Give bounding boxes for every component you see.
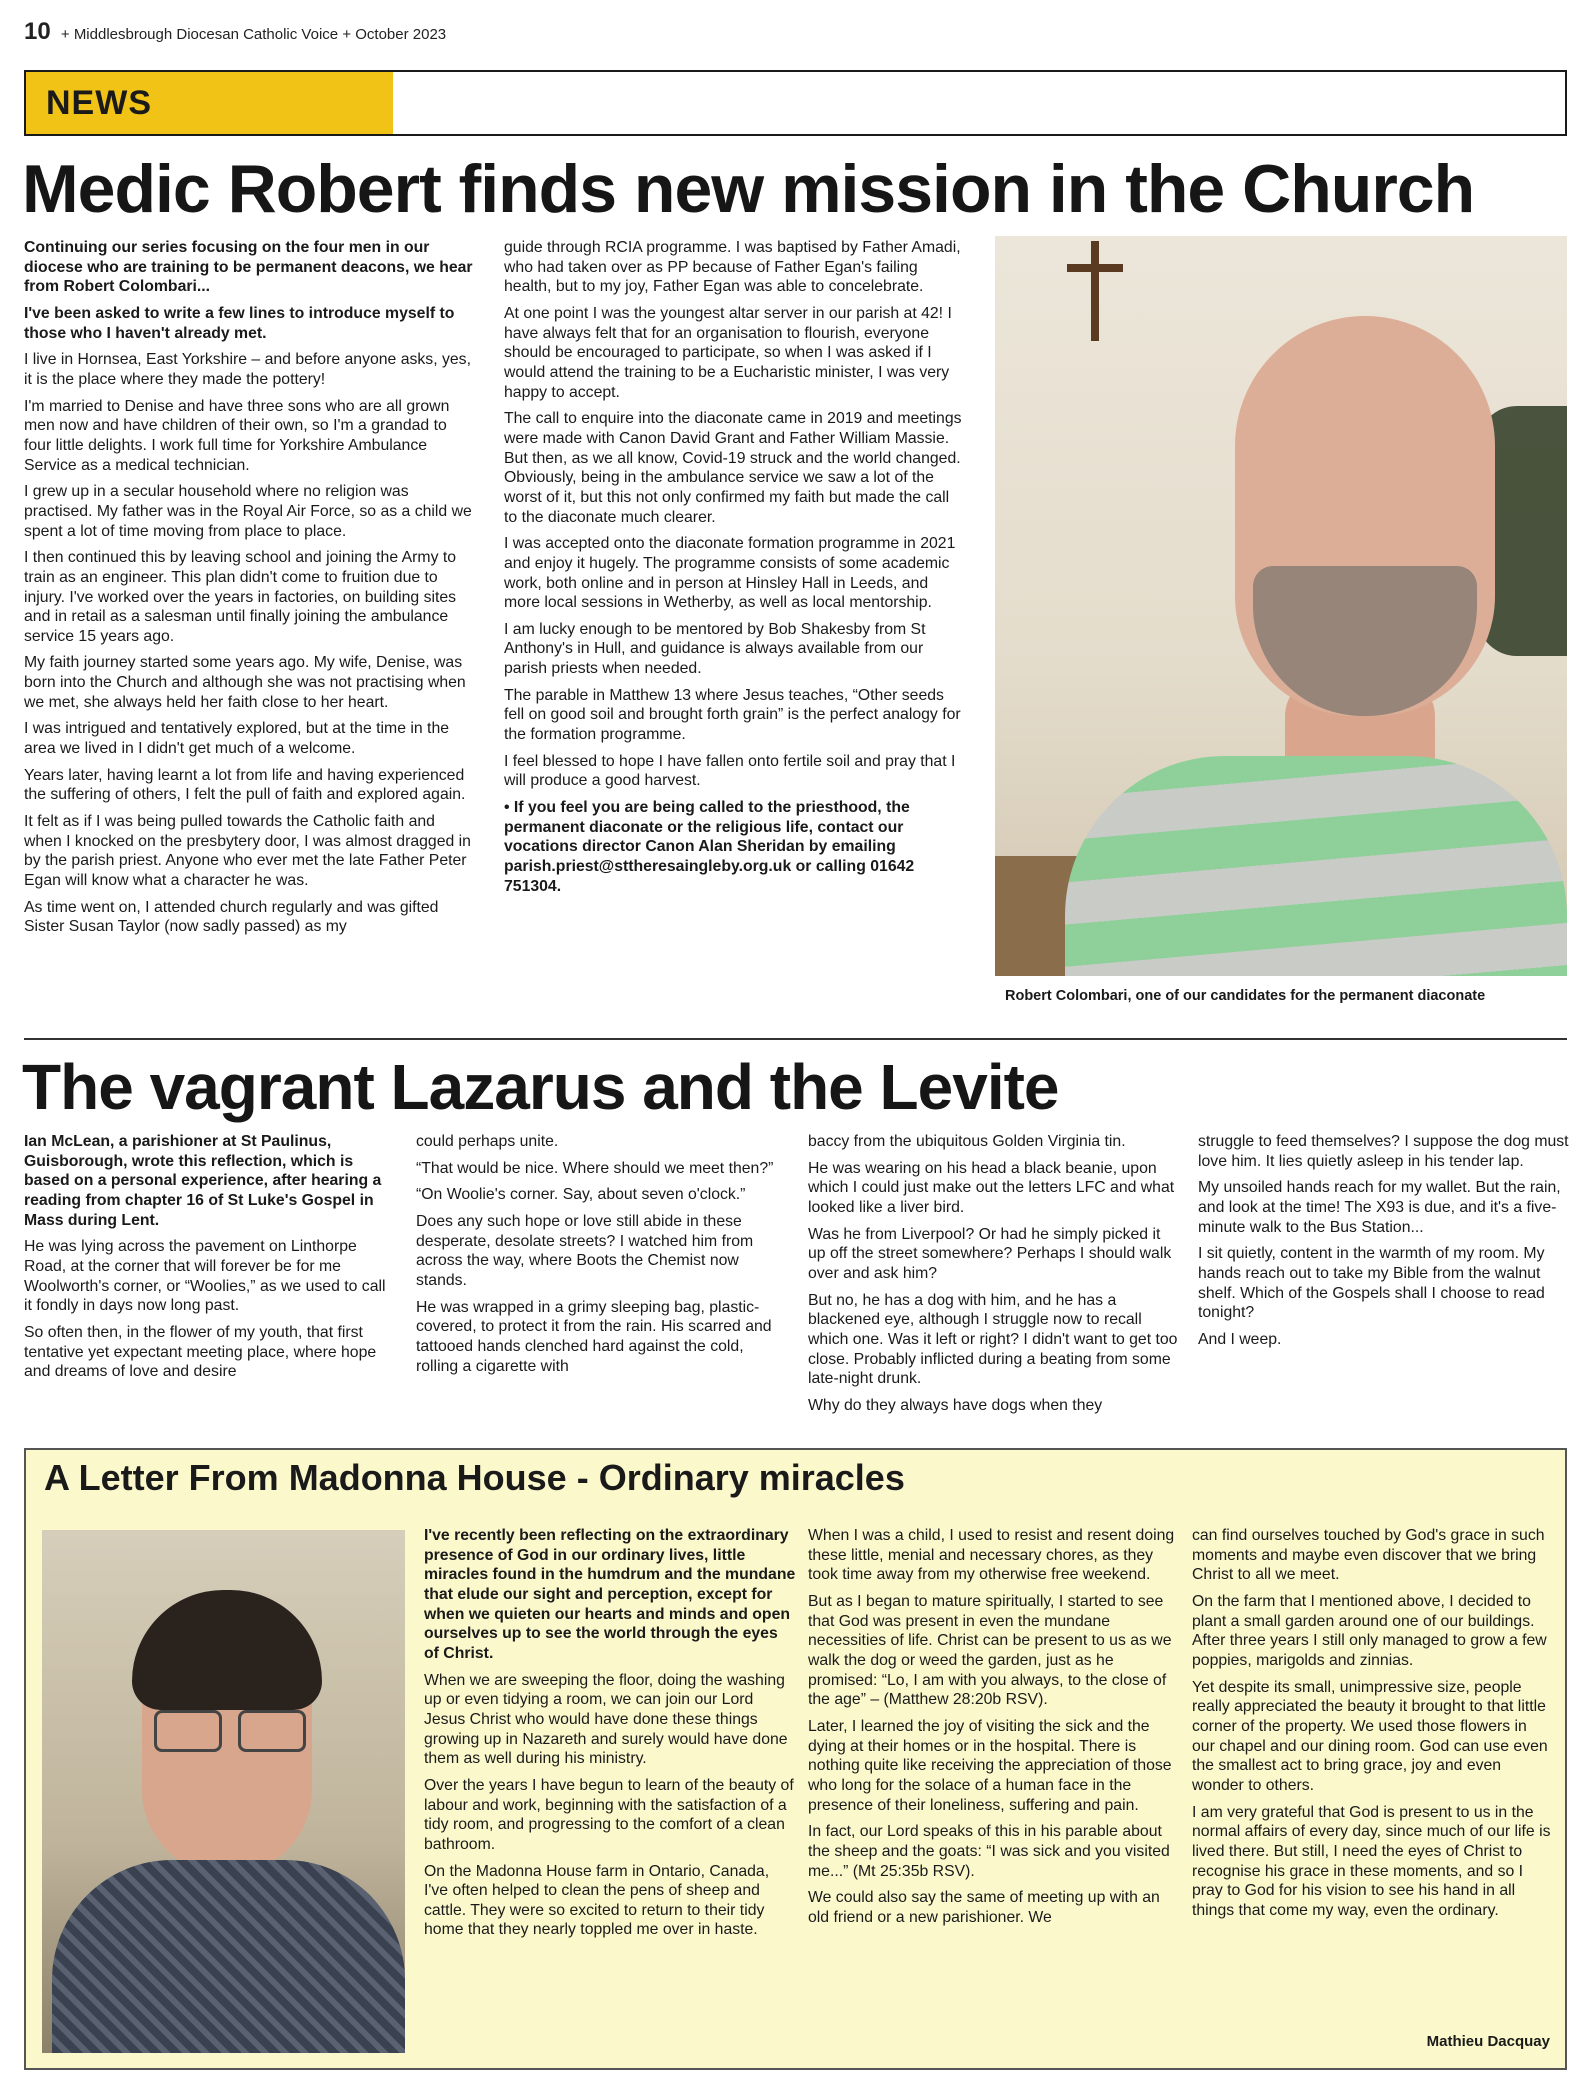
article-paragraph: Years later, having learnt a lot from life and having experienced the suffering of others, I felt the pull of faith and explored again. [24,766,466,804]
article-paragraph: When I was a child, I used to resist and resent doing these little, menial and necessary chores, as they took time away from my otherwise free weekend. [808,1527,1175,1584]
article-paragraph: Continuing our series focusing on the four men in our diocese who are training to be permanent deacons, we hear from Robert Colombari... [24,239,473,296]
article-paragraph: I then continued this by leaving school and joining the Army to train as an engineer. This plan didn't come to fruition due to injury. I've worked over the years in factories, on building sites and in retail as a salesman until finally joining the ambulance service 15 years ago. [24,549,457,645]
article-column [24,238,476,944]
article-column [1198,1132,1570,1357]
article-paragraph: could perhaps unite. [416,1133,559,1150]
glasses-icon [154,1710,222,1752]
article-paragraph: But no, he has a dog with him, and he has a blackened eye, although I struggle now to recall which one. Was it left or right? I didn't want to get too close. Probably inflicted during a beating from some late-night drunk. [808,1291,1178,1388]
article-paragraph: “On Woolie's corner. Say, about seven o'clock.” [416,1186,746,1204]
article-paragraph: On the farm that I mentioned above, I decided to plant a small garden around one of our buildings. After three years I still only managed to grow a few poppies, marigolds and zinnias. [1192,1592,1547,1669]
article-paragraph: Why do they always have dogs when they [808,1396,1103,1414]
article-paragraph: The parable in Matthew 13 where Jesus teaches, “Other seeds fell on good soil and brought forth grain” is the perfect analogy for the formation programme. [504,686,961,744]
article-paragraph: We could also say the same of meeting up with an old friend or a new parishioner. We [808,1889,1160,1926]
article-paragraph: I am lucky enough to be mentored by Bob Shakesby from St Anthony's in Hull, and guidance is always available from our parish priests when needed. [504,620,926,678]
issue-date: October 2023 [355,26,447,43]
article-paragraph: I've recently been reflecting on the extraordinary presence of God in our ordinary lives, little miracles found in the humdrum and the mundane that elude our sight and perception, except for when we quieten our hearts and minds and open ourselves up to see the world through the eyes of Christ. [424,1527,796,1662]
article-paragraph: I sit quietly, content in the warmth of my room. My hands reach out to take my Bible from the walnut shelf. Which of the Gospels shall I choose to read tonight? [1198,1245,1545,1322]
article-column [424,1526,796,1947]
article-paragraph: As time went on, I attended church regularly and was gifted Sister Susan Taylor (now sadly passed) as my [24,898,439,936]
running-head [24,18,446,46]
article-paragraph: baccy from the ubiquitous Golden Virginia tin. [808,1133,1126,1150]
article-paragraph: He was lying across the pavement on Linthorpe Road, at the corner that will forever be for me Woolworth's corner, or “Woolies,” as we used to call it fondly in days now long past. [24,1238,386,1315]
article-paragraph: It felt as if I was being pulled towards the Catholic faith and when I knocked on the presbytery door, I was almost dragged in by the parish priest. Anyone who ever met the late Father Peter Egan will know what a character he was. [24,813,471,890]
article-paragraph: When we are sweeping the floor, doing the washing up or even tidying a room, we can join our Lord Jesus Christ who would have done these things growing up in Nazareth and surely would have done them as well during his ministry. [424,1671,788,1768]
portrait-photo [995,236,1567,1016]
article-column [808,1526,1180,1934]
article-headline: Medic Robert finds new mission in the Church [22,151,1475,227]
separator: + [60,26,70,43]
article-paragraph: I'm married to Denise and have three sons who are all grown men now and have children of their own, so I'm a grandad to four little delights. I work full time for Yorkshire Ambulance Service as a medical technician. [24,397,450,474]
article-paragraph: I grew up in a secular household where no religion was practised. My father was in the Royal Air Force, so as a child we spent a lot of time moving from place to place. [24,483,472,540]
separator: + [342,26,352,43]
article-paragraph: “That would be nice. Where should we meet then?” [416,1159,774,1177]
article-paragraph: My unsoiled hands reach for my wallet. But the rain, and look at the time! The X93 is due, and it's a five-minute walk to the Bus Station... [1198,1179,1561,1236]
article-paragraph: I was accepted onto the diaconate formation programme in 2021 and enjoy it hugely. The programme consists of some academic work, both online and in person at Hinsley Hall in Leeds, and more local sessions in Wetherby, as well as local mentorship. [504,535,956,612]
article-paragraph: Does any such hope or love still abide in these desperate, desolate streets? I watched him from across the way, where Boots the Chemist now stands. [416,1212,754,1289]
article-paragraph: He was wearing on his head a black beanie, upon which I could just make out the letters LFC and what looked like a liver bird. [808,1159,1175,1216]
article-paragraph: In fact, our Lord speaks of this in his parable about the sheep and the goats: “I was sick and you visited me...” (Mt 25:35b RSV). [808,1823,1170,1880]
letter-title-main: A Letter From Madonna House [44,1457,567,1498]
article-paragraph: Ian McLean, a parishioner at St Paulinus, Guisborough, wrote this reflection, which is based on a personal experience, after hearing a reading from chapter 16 of St Luke's Gospel in Mass during Lent. [24,1133,382,1229]
article-paragraph: Later, I learned the joy of visiting the sick and the dying at their homes or in the hospital. There is nothing quite like receiving the appreciation of those who long for the solace of a human face in the presence of their loneliness, suffering and pain. [808,1717,1172,1814]
article-paragraph: I feel blessed to hope I have fallen onto fertile soil and pray that I will produce a good harvest. [504,752,956,790]
article-paragraph: But as I began to mature spiritually, I started to see that God was present in even the mundane necessities of life. Christ can be present to us as we walk the dog or weed the garden, just as he promised: “Lo, I am with you always, to the close of the age” – (Matthew 28:20b RSV). [808,1592,1172,1709]
letter-subtitle: - Ordinary miracles [566,1457,905,1498]
article-paragraph: I've been asked to write a few lines to introduce myself to those who I haven't already met. [24,304,455,342]
article-paragraph: Over the years I have begun to learn of the beauty of labour and work, beginning with the satisfaction of a tidy room, and progressing to the comfort of a clean bathroom. [424,1776,794,1853]
author-photo [42,1530,405,2053]
author-signature: Mathieu Dacquay [1426,2033,1550,2050]
article-paragraph: I am very grateful that God is present to us in the normal affairs of every day, since much of our life is lived there. But still, I need the eyes of Christ to recognise his grace in these moments, and so I pray to God for his vision to see his hand in all things that come my way, even the ordinary. [1192,1803,1551,1919]
section-tab [26,72,393,134]
vocations-contact: • If you feel you are being called to the priesthood, the permanent diaconate or the religious life, contact our vocations director Canon Alan Sheridan by emailing parish.priest@sttheresaingleby.org.uk or calling 01642 751304. [504,799,915,895]
article-paragraph: guide through RCIA programme. I was baptised by Father Amadi, who had taken over as PP because of Father Egan's failing health, but to my joy, Father Egan was able to concelebrate. [504,239,961,296]
article-column [24,1132,396,1389]
section-bar [24,70,1567,136]
article-paragraph: I live in Hornsea, East Yorkshire – and before anyone asks, yes, it is the place where they made the pottery! [24,351,471,388]
article-paragraph: I was intrigued and tentatively explored, but at the time in the area we lived in I didn't get much of a welcome. [24,720,450,758]
article-paragraph: He was wrapped in a grimy sleeping bag, plastic-covered, to protect it from the rain. His scarred and tattooed hands clenched hard against the cold, rolling a cigarette with [416,1298,772,1375]
article-headline: The vagrant Lazarus and the Levite [22,1051,1059,1123]
letter-title [44,1457,905,1499]
article-column [416,1132,788,1383]
article-column [808,1132,1180,1423]
article-paragraph: At one point I was the youngest altar server in our parish at 42! I have always felt that for an organisation to flourish, everyone should be encouraged to participate, so when I was asked if I would attend the training to be a Eucharistic minister, I was very happy to accept. [504,304,952,401]
article-paragraph: struggle to feed themselves? I suppose the dog must love him. It lies quietly asleep in his tender lap. [1198,1133,1569,1170]
publication-name: Middlesbrough Diocesan Catholic Voice [73,26,339,43]
crucifix-icon [1091,241,1099,341]
article-paragraph: The call to enquire into the diaconate came in 2019 and meetings were made with Canon David Grant and Father William Massie. But then, as we all know, Covid-19 struck and the world changed. Obviously, being in the ambulance service we saw a lot of the worst of it, but this not only confirmed my faith but made the call to the diaconate much clearer. [504,410,962,526]
article-paragraph: So often then, in the flower of my youth, that first tentative yet expectant meeting place, where hope and dreams of love and desire [24,1323,377,1381]
article-paragraph: My faith journey started some years ago. My wife, Denise, was born into the Church and although she was not practising when we met, she always held her faith close to her heart. [24,654,466,711]
section-label: NEWS [46,84,152,122]
article-paragraph: And I weep. [1198,1330,1282,1348]
article-paragraph: Was he from Liverpool? Or had he simply picked it up off the street somewhere? Perhaps I should walk over and ask him? [808,1225,1172,1282]
article-paragraph: Yet despite its small, unimpressive size, people really appreciated the beauty it brought to that little corner of the property. We used those flowers in our chapel and our dining room. God can use even the smallest act to bring grace, joy and even wonder to others. [1192,1678,1548,1794]
divider [24,1038,1567,1040]
page-number: 10 [24,18,51,45]
photo-caption: Robert Colombari, one of our candidates for the permanent diaconate [995,976,1567,1016]
article-paragraph: On the Madonna House farm in Ontario, Canada, I've often helped to clean the pens of sheep and cattle. They were so excited to return to their tidy home that they nearly toppled me over in haste. [424,1862,770,1939]
article-column [504,238,966,903]
article-column [1192,1526,1552,1927]
article-paragraph: can find ourselves touched by God's grace in such moments and maybe even discover that we bring Christ to all we meet. [1192,1527,1545,1584]
